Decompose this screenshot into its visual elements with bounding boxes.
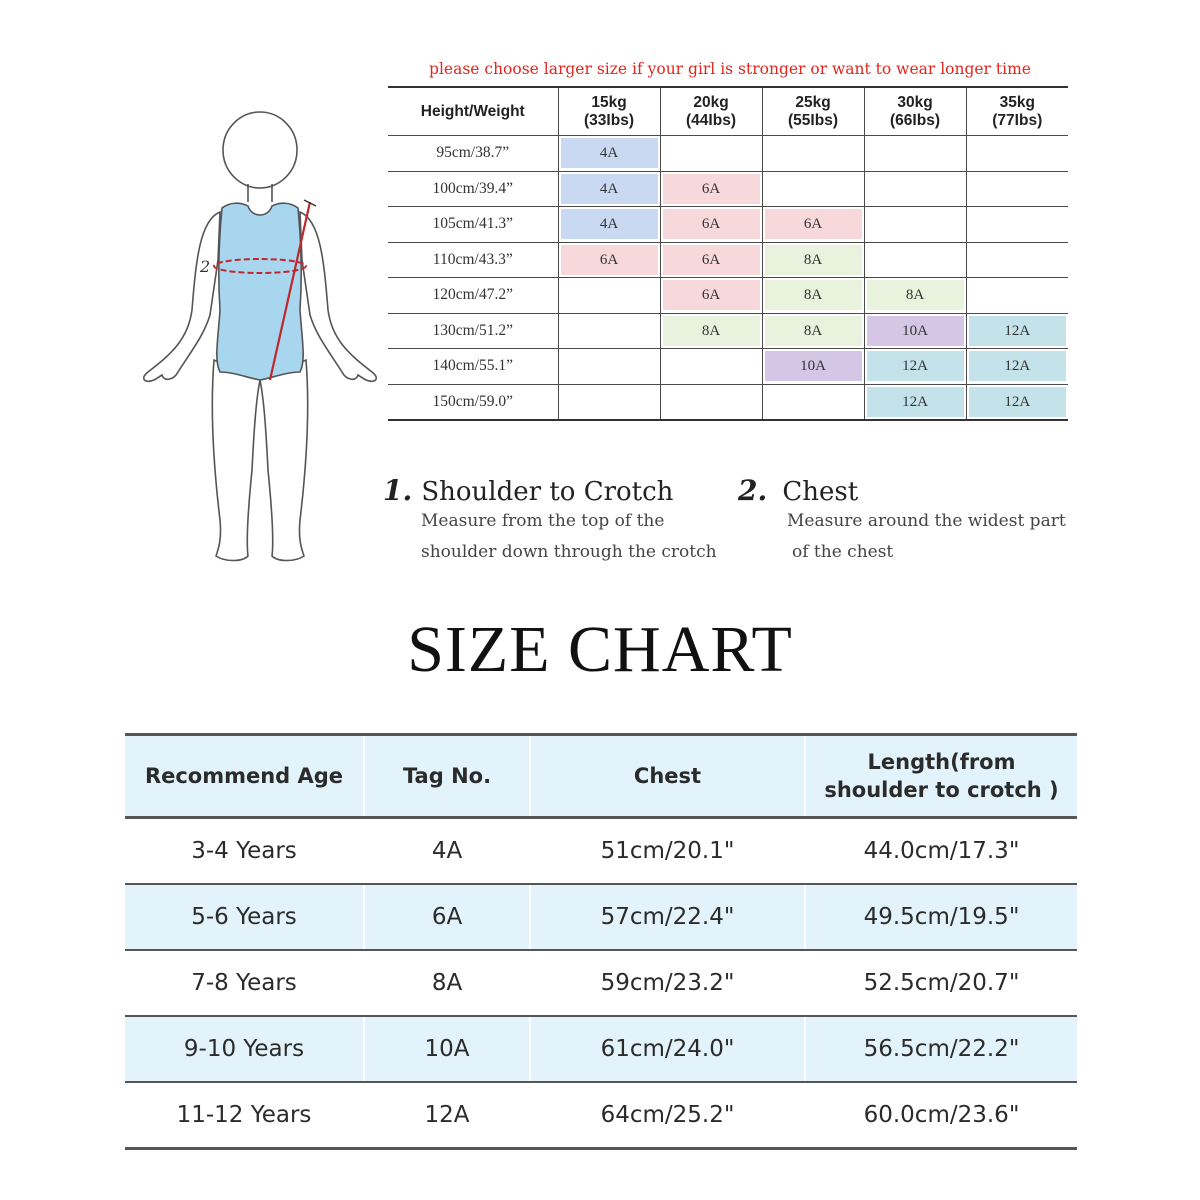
length-cell: 60.0cm/23.6" [805,1082,1077,1149]
size-cell [558,171,660,207]
size-cell-value: 10A [867,316,964,346]
size-cell-value: 12A [969,387,1067,417]
size-cell-value: 4A [561,138,658,168]
header-chest: Chest [530,735,805,818]
age-cell: 7-8 Years [125,950,364,1016]
size-chart-title: SIZE CHART [407,613,793,686]
weight-col-30kg: 30kg (66Ibs) [864,87,966,136]
size-chart-row [125,1082,1077,1149]
size-cell [762,349,864,385]
height-weight-row [388,136,1068,172]
measurement-title: Shoulder to Crotch [421,477,674,507]
tag-cell: 6A [364,884,530,950]
size-cell [660,207,762,243]
figure-head [223,112,297,188]
size-cell-value [969,245,1067,275]
size-cell-value [867,209,964,239]
size-cell [660,278,762,314]
size-cell-value: 8A [765,280,862,310]
height-label: 140cm/55.1” [388,349,558,385]
height-weight-row [388,171,1068,207]
size-cell [660,242,762,278]
size-chart-row [125,950,1077,1016]
size-cell [762,207,864,243]
weight-col-25kg: 25kg (55Ibs) [762,87,864,136]
length-cell: 52.5cm/20.7" [805,950,1077,1016]
size-cell [864,242,966,278]
length-cell: 49.5cm/19.5" [805,884,1077,950]
size-cell [762,242,864,278]
size-cell-value: 8A [765,245,862,275]
size-cell [966,207,1068,243]
size-cell [660,136,762,172]
size-cell [966,136,1068,172]
size-cell [558,384,660,420]
header-recommend-age: Recommend Age [125,735,364,818]
height-label: 150cm/59.0” [388,384,558,420]
measurement-number: 1. [383,474,413,507]
measurement-desc-line1: Measure from the top of the [421,511,665,531]
child-figure-illustration [130,110,390,570]
size-chart-header-row [125,735,1077,818]
measurement-title: Chest [782,477,859,507]
size-cell-value [663,351,760,381]
height-weight-table [388,86,1068,421]
figure-right-leg [260,360,308,561]
size-cell [558,136,660,172]
size-chart-row [125,818,1077,885]
size-cell [762,278,864,314]
size-cell-value [561,387,658,417]
size-cell [660,349,762,385]
size-cell-value: 6A [663,245,760,275]
size-cell-value [765,174,862,204]
size-cell-value [561,316,658,346]
size-cell [966,171,1068,207]
size-cell-value: 6A [561,245,658,275]
size-cell-value [561,351,658,381]
size-cell [558,278,660,314]
measurement-number: 2. [738,474,768,507]
size-cell-value: 12A [867,387,964,417]
age-cell: 5-6 Years [125,884,364,950]
size-cell [558,242,660,278]
tag-cell: 12A [364,1082,530,1149]
size-cell-value [969,280,1067,310]
size-cell-value: 6A [663,209,760,239]
size-chart-row [125,884,1077,950]
height-label: 95cm/38.7” [388,136,558,172]
header-tag-no: Tag No. [364,735,530,818]
height-label: 105cm/41.3” [388,207,558,243]
measurement-chest [738,474,858,507]
height-weight-row [388,349,1068,385]
weight-col-20kg: 20kg (44Ibs) [660,87,762,136]
size-cell [966,313,1068,349]
size-chart-table [125,733,1077,1150]
size-cell [660,171,762,207]
size-cell [558,349,660,385]
size-cell [762,384,864,420]
size-cell [762,136,864,172]
size-cell-value: 4A [561,209,658,239]
size-cell-value [867,245,964,275]
size-cell [762,171,864,207]
size-cell-value [969,174,1067,204]
chest-cell: 51cm/20.1" [530,818,805,885]
size-cell [864,278,966,314]
chest-cell: 61cm/24.0" [530,1016,805,1082]
size-cell [660,313,762,349]
size-cell-value: 10A [765,351,862,381]
size-cell [864,207,966,243]
size-cell-value: 12A [969,316,1067,346]
size-cell-value: 12A [969,351,1067,381]
height-weight-header-row [388,87,1068,136]
size-cell-value [765,387,862,417]
size-cell [660,384,762,420]
size-chart-row [125,1016,1077,1082]
size-cell-value: 6A [663,174,760,204]
size-cell-value: 4A [561,174,658,204]
size-cell [966,349,1068,385]
header-length: Length(from shoulder to crotch ) [805,735,1077,818]
tag-cell: 4A [364,818,530,885]
size-cell-value [969,138,1067,168]
height-label: 120cm/47.2” [388,278,558,314]
size-cell [558,313,660,349]
length-cell: 56.5cm/22.2" [805,1016,1077,1082]
size-cell-value [663,387,760,417]
height-weight-row [388,207,1068,243]
size-cell-value [663,138,760,168]
corner-label: Height/Weight [388,87,558,136]
length-cell: 44.0cm/17.3" [805,818,1077,885]
size-cell-value: 8A [867,280,964,310]
age-cell: 11-12 Years [125,1082,364,1149]
figure-left-leg [212,360,260,561]
size-cell-value [765,138,862,168]
chest-cell: 57cm/22.4" [530,884,805,950]
tag-cell: 8A [364,950,530,1016]
height-label: 110cm/43.3” [388,242,558,278]
figure-left-arm [144,212,220,381]
size-cell-value [867,138,964,168]
size-cell [558,207,660,243]
size-cell [864,349,966,385]
size-cell-value: 12A [867,351,964,381]
size-advice-note: please choose larger size if your girl is stronger or want to wear longer time [429,60,1031,78]
size-cell-value [969,209,1067,239]
measurement-desc-line2: of the chest [792,542,894,562]
size-cell-value [561,280,658,310]
measurement-shoulder-crotch [383,474,673,507]
size-cell [966,384,1068,420]
height-weight-row [388,242,1068,278]
size-cell [864,136,966,172]
size-cell [864,313,966,349]
size-cell-value: 6A [663,280,760,310]
height-weight-row [388,278,1068,314]
age-cell: 9-10 Years [125,1016,364,1082]
height-label: 130cm/51.2” [388,313,558,349]
size-cell [864,384,966,420]
weight-col-15kg: 15kg (33Ibs) [558,87,660,136]
size-cell [864,171,966,207]
size-cell-value: 8A [663,316,760,346]
chest-measure-marker: 2 [200,257,211,276]
tag-cell: 10A [364,1016,530,1082]
height-label: 100cm/39.4” [388,171,558,207]
measurement-desc-line2: shoulder down through the crotch [421,542,717,562]
measurement-desc-line1: Measure around the widest part [787,511,1066,531]
size-cell [966,278,1068,314]
chest-cell: 59cm/23.2" [530,950,805,1016]
figure-right-arm [300,212,376,381]
chest-cell: 64cm/25.2" [530,1082,805,1149]
size-cell [966,242,1068,278]
size-cell-value: 6A [765,209,862,239]
height-weight-row [388,384,1068,420]
age-cell: 3-4 Years [125,818,364,885]
height-weight-row [388,313,1068,349]
size-cell [762,313,864,349]
weight-col-35kg: 35kg (77Ibs) [966,87,1068,136]
size-cell-value [867,174,964,204]
size-cell-value: 8A [765,316,862,346]
